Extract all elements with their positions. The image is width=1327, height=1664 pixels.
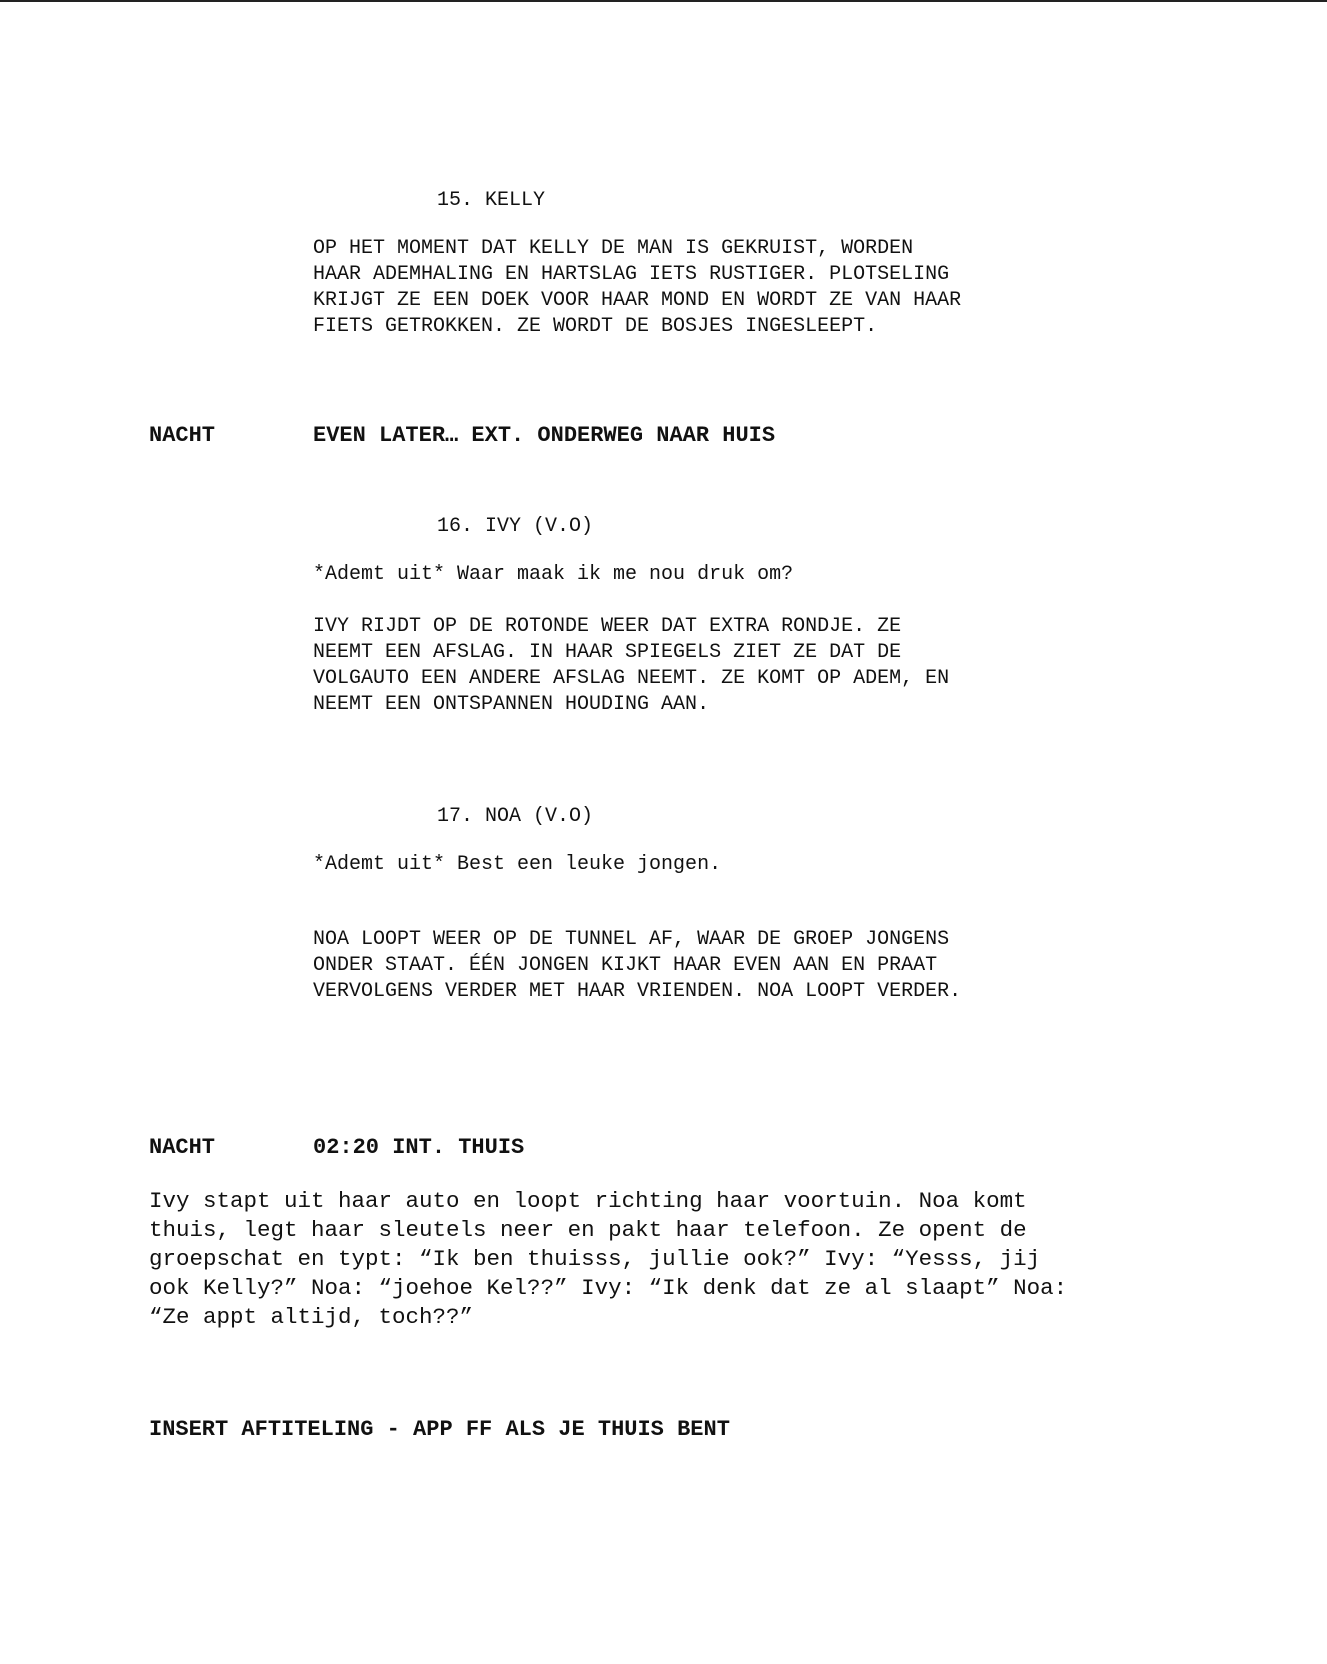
action-block-scene-16: IVY RIJDT OP DE ROTONDE WEER DAT EXTRA RONDJE. ZE NEEMT EEN AFSLAG. IN HAAR SPIEGELS ZIET ZE DAT DE VOLGAUTO EEN ANDERE AFSLAG NEEMT. ZE KOMT OP ADEM, EN NEEMT EEN ONTSPANNEN HOUDING AAN. [313, 615, 950, 716]
action-block-scene-15: OP HET MOMENT DAT KELLY DE MAN IS GEKRUIST, WORDEN HAAR ADEMHALING EN HARTSLAG IETS RUSTIGER. PLOTSELING KRIJGT ZE EEN DOEK VOOR HAAR MOND EN WORDT ZE VAN HAAR FIETS GETROKKEN. ZE WORDT DE BOSJES INGESLEEPT. [313, 237, 962, 338]
dialogue-ivy: *Ademt uit* Waar maak ik me nou druk om? [313, 563, 794, 586]
scene-heading-time: NACHT [149, 423, 216, 448]
character-cue-noa: 17. NOA (V.O) [437, 805, 594, 828]
character-cue-kelly: 15. KELLY [437, 189, 546, 212]
insert-credits: INSERT AFTITELING - APP FF ALS JE THUIS BENT [149, 1417, 730, 1442]
character-cue-ivy: 16. IVY (V.O) [437, 515, 594, 538]
action-block-scene-17: NOA LOOPT WEER OP DE TUNNEL AF, WAAR DE GROEP JONGENS ONDER STAAT. ÉÉN JONGEN KIJKT HAAR EVEN AAN EN PRAAT VERVOLGENS VERDER MET HAAR VRIENDEN. NOA LOOPT VERDER. [313, 928, 962, 1003]
scene-heading-time: NACHT [149, 1135, 216, 1160]
top-border [0, 0, 1327, 2]
dialogue-noa: *Ademt uit* Best een leuke jongen. [313, 853, 722, 876]
action-block-final: Ivy stapt uit haar auto en loopt richting haar voortuin. Noa komt thuis, legt haar sleutels neer en pakt haar telefoon. Ze opent de groepschat en typt: “Ik ben thuisss, jullie ook?” Ivy: “Yesss, jij ook Kelly?” Noa: “joehoe Kel??” Ivy: “Ik denk dat ze al slaapt” Noa: “Ze appt altijd, toch??” [149, 1188, 1068, 1330]
scene-heading: 02:20 INT. THUIS [313, 1135, 525, 1160]
scene-heading: EVEN LATER… EXT. ONDERWEG NAAR HUIS [313, 423, 776, 448]
